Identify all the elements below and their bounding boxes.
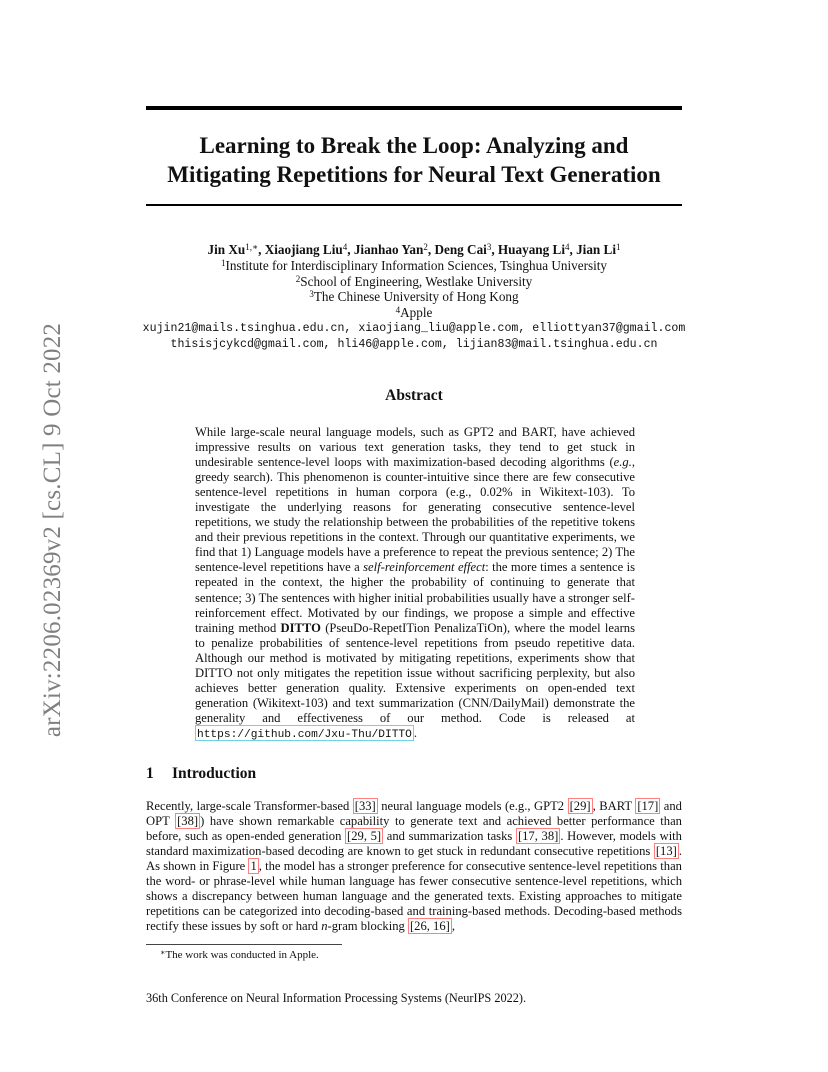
email-line: thisisjcykcd@gmail.com, hli46@apple.com, lijian83@mail.tsinghua.edu.cn <box>170 337 658 351</box>
affiliation-name: The Chinese University of Hong Kong <box>313 289 519 305</box>
title-top-rule <box>146 106 682 110</box>
author-block <box>100 242 728 353</box>
paper-title <box>146 131 682 189</box>
affiliation <box>100 305 728 321</box>
affiliation-sup: 1 <box>220 257 226 268</box>
author-name: Jian Li <box>576 242 617 257</box>
abstract-run: , where the model learns to penalize probabilities of sentence-level repetitions from pseudo repetitive data. Although our method is motivated by mitigating repetitions, experiments show that DITTO not only mitigates the repetition issue without sacrificing perplexity, but also achieves better generation quality. Extensive experiments on open-ended text generation (Wikitext-103) and text summarization (CNN/DailyMail) demonstrate the generality and effectiveness of our method. Code is released at <box>195 620 635 725</box>
author-names <box>100 242 728 258</box>
intro-run: , BART <box>592 799 636 813</box>
intro-run: and summarization tasks <box>383 829 516 844</box>
author-name: Huayang Li <box>497 242 565 257</box>
abstract-run: : the more times a sentence is repeated in the context, the higher the probability of continuing to generate that sentence; 3) The sentences with higher initial probabilities usually have a stronger self-reinforcement effect. Motivated by our findings, we propose a simple and effective training method <box>195 560 636 635</box>
section-number: 1 <box>146 765 154 782</box>
author-name: Deng Cai <box>434 242 487 257</box>
abstract-run: . <box>413 725 417 740</box>
code-link[interactable] <box>195 725 414 741</box>
author-sup: 4 <box>342 242 348 252</box>
intro-run: neural language models (e.g., GPT2 <box>377 799 568 813</box>
author-separator: , <box>258 242 265 257</box>
abstract-heading: Abstract <box>385 387 443 404</box>
abstract-run: While large-scale neural language models, such as GPT2 and BART, have achieved impressive results on various text generation tasks, they tend to get stuck in undesirable sentence-level loops with maximization-based decoding algorithms ( <box>195 425 635 470</box>
footnote-mark: ∗ <box>160 948 166 957</box>
author-sup: 1,∗ <box>245 242 259 252</box>
citation-link[interactable]: [17] <box>637 799 659 813</box>
abstract-italic: self-reinforcement effect <box>363 560 486 575</box>
introduction-text <box>146 799 682 934</box>
affiliation-name: Apple <box>400 305 433 321</box>
affiliation-sup: 4 <box>395 305 401 316</box>
section-title: Introduction <box>172 765 257 782</box>
affiliation-sup: 2 <box>295 273 301 284</box>
footnote <box>160 949 319 961</box>
author-name: Jianhao Yan <box>353 242 424 257</box>
citation-link[interactable]: [38] <box>177 814 199 829</box>
intro-run: Recently, large-scale Transformer-based <box>146 799 353 813</box>
intro-run: , <box>451 919 455 934</box>
footnote-text: The work was conducted in Apple. <box>165 949 319 961</box>
title-bottom-rule <box>146 204 682 206</box>
footnote-rule <box>146 944 342 945</box>
abstract-text <box>195 425 635 743</box>
method-name: DITTO <box>280 620 321 635</box>
affiliation <box>100 274 728 290</box>
affiliation-sup: 3 <box>309 289 314 300</box>
author-separator: , <box>491 242 498 257</box>
email-line: xujin21@mails.tsinghua.edu.cn, xiaojiang_liu@apple.com, elliottyan37@gmail.com <box>142 321 686 335</box>
affiliation-name: Institute for Interdisciplinary Information Sciences, Tsinghua University <box>225 257 608 273</box>
title-line-2: Mitigating Repetitions for Neural Text Generation <box>167 162 661 187</box>
math-n: n <box>321 919 328 934</box>
affiliation <box>100 258 728 274</box>
affiliation-name: School of Engineering, Westlake University <box>300 273 533 289</box>
citation-link[interactable]: [33] <box>354 799 376 813</box>
author-sup: 3 <box>486 242 492 252</box>
author-sup: 1 <box>616 242 621 252</box>
citation-link[interactable]: [29] <box>569 799 591 813</box>
author-name: Xiaojiang Liu <box>264 242 343 257</box>
abstract-run: , greedy search). This phenomenon is counter-intuitive since there are few consecutive sentence-level repetitions in human corpora (e.g., 0.02% in Wikitext-103). To investigate the underlying reasons for generating consecutive sentence-level repetitions, we study the relationship between the probabilities of the repetitive tokens and their previous repetitions in the context. Through our quantitative experiments, we find that 1) Language models have a preference to repeat the previous sentence; 2) The sentence-level repetitions have a <box>195 455 635 575</box>
author-separator: , <box>347 242 354 257</box>
citation-link[interactable]: [13] <box>655 844 677 859</box>
intro-run: , the model has a stronger preference for consecutive sentence-level repetitions than the word- or phrase-level while human language has fewer consecutive sentence-level repetitions, which shows a discrepancy between human language and the generated texts. Existing approaches to mitigate repetitions can be categorized into decoding-based and training-based methods. Decoding-based methods rectify these issues by soft or hard <box>146 859 682 934</box>
method-expansion: (PseuDo-RepetITion PenalizaTiOn) <box>320 620 507 635</box>
citation-link[interactable]: [17, 38] <box>517 829 559 844</box>
figure-link[interactable]: 1 <box>250 859 257 874</box>
arxiv-identifier: arXiv:2206.02369v2 [cs.CL] 9 Oct 2022 <box>39 322 66 738</box>
intro-run: . As shown in Figure <box>146 844 682 874</box>
intro-run: -gram blocking <box>327 919 408 934</box>
venue-footer: 36th Conference on Neural Information Processing Systems (NeurIPS 2022). <box>146 991 527 1005</box>
author-sup: 4 <box>564 242 570 252</box>
title-line-1: Learning to Break the Loop: Analyzing and <box>199 133 629 158</box>
citation-link[interactable]: [26, 16] <box>409 919 450 934</box>
code-url[interactable]: https://github.com/Jxu-Thu/DITTO <box>197 728 412 741</box>
intro-run: and OPT <box>146 799 682 829</box>
author-separator: , <box>569 242 577 257</box>
author-name: Jin Xu <box>207 242 246 257</box>
affiliation <box>100 289 728 305</box>
abstract-italic: e.g. <box>613 455 632 470</box>
author-sup: 2 <box>423 242 428 252</box>
intro-run: . However, models with standard maximization-based decoding are known to get stuck in redundant consecutive repetitions <box>146 829 682 859</box>
citation-link[interactable]: [29, 5] <box>347 829 382 844</box>
intro-run: ) have shown remarkable capability to generate text and achieved better performance than before, such as open-ended generation <box>146 814 682 844</box>
section-heading <box>146 765 256 783</box>
author-separator: , <box>427 242 435 257</box>
